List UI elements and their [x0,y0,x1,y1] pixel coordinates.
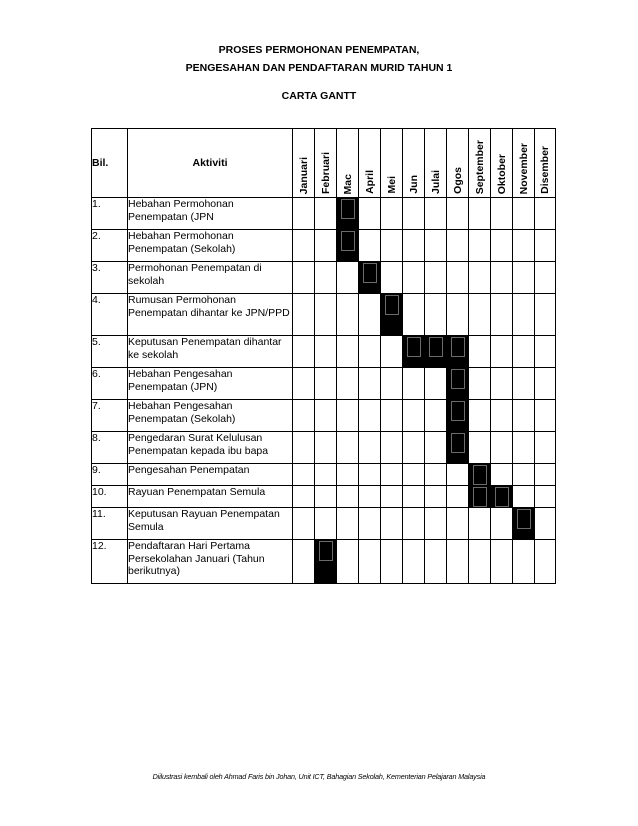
gantt-bar-cell [469,464,491,486]
empty-cell [315,230,337,262]
bar-highlight-mark [473,487,487,507]
month-header [535,129,556,198]
empty-cell [315,486,337,508]
month-label: April [363,170,376,194]
empty-cell [315,464,337,486]
empty-cell [381,400,403,432]
empty-cell [447,262,469,294]
empty-cell [359,464,381,486]
bar-highlight-mark [517,509,531,529]
empty-cell [491,400,513,432]
gantt-bar-cell [359,262,381,294]
empty-cell [535,294,556,336]
empty-cell [513,368,535,400]
empty-cell [293,486,315,508]
row-number: 2. [92,230,128,262]
column-header-aktiviti: Aktiviti [128,129,293,198]
activity-text: Permohonan Penempatan di sekolah [128,262,293,294]
empty-cell [315,262,337,294]
empty-cell [535,400,556,432]
month-header [513,129,535,198]
row-number: 7. [92,400,128,432]
month-label: Ogos [451,167,464,194]
empty-cell [315,432,337,464]
activity-text: Keputusan Rayuan Penempatan Semula [128,508,293,540]
bar-highlight-mark [451,433,465,453]
row-number: 6. [92,368,128,400]
document-title-line-2: PENGESAHAN DAN PENDAFTARAN MURID TAHUN 1 [185,62,453,74]
empty-cell [315,400,337,432]
row-number: 10. [92,486,128,508]
activity-text: Hebahan Pengesahan Penempatan (Sekolah) [128,400,293,432]
chart-subtitle: CARTA GANTT [281,90,357,102]
empty-cell [381,508,403,540]
month-label: November [517,142,530,194]
empty-cell [381,540,403,584]
empty-cell [403,464,425,486]
month-label: Julai [429,170,442,194]
empty-cell [403,262,425,294]
empty-cell [359,294,381,336]
column-header-bil: Bil. [92,129,128,198]
gantt-bar-cell [447,400,469,432]
month-header [337,129,359,198]
empty-cell [535,486,556,508]
empty-cell [491,230,513,262]
activity-row [92,262,556,294]
empty-cell [293,432,315,464]
empty-cell [381,432,403,464]
empty-cell [403,486,425,508]
empty-cell [425,230,447,262]
empty-cell [293,230,315,262]
empty-cell [293,294,315,336]
activity-text: Keputusan Penempatan dihantar ke sekolah [128,336,293,368]
header-row [92,129,556,198]
row-number: 5. [92,336,128,368]
empty-cell [469,336,491,368]
empty-cell [403,198,425,230]
empty-cell [425,540,447,584]
empty-cell [425,400,447,432]
empty-cell [337,294,359,336]
empty-cell [381,464,403,486]
row-number: 3. [92,262,128,294]
empty-cell [425,464,447,486]
activity-text: Rumusan Permohonan Penempatan dihantar ke JPN/PPD [128,294,293,336]
empty-cell [359,400,381,432]
gantt-bar-cell [403,336,425,368]
empty-cell [469,262,491,294]
empty-cell [315,336,337,368]
empty-cell [425,198,447,230]
empty-cell [513,262,535,294]
empty-cell [381,336,403,368]
empty-cell [337,262,359,294]
empty-cell [381,368,403,400]
empty-cell [359,198,381,230]
empty-cell [469,540,491,584]
empty-cell [513,540,535,584]
month-label: Mac [341,173,354,194]
empty-cell [293,336,315,368]
activity-text: Hebahan Permohonan Penempatan (JPN [128,198,293,230]
empty-cell [359,432,381,464]
empty-cell [513,432,535,464]
empty-cell [425,432,447,464]
empty-cell [293,368,315,400]
bar-highlight-mark [451,369,465,389]
empty-cell [535,368,556,400]
empty-cell [535,464,556,486]
month-label: September [473,139,486,194]
empty-cell [491,432,513,464]
empty-cell [425,508,447,540]
row-number: 9. [92,464,128,486]
empty-cell [337,486,359,508]
month-header [315,129,337,198]
bar-highlight-mark [363,263,377,283]
month-header [381,129,403,198]
bar-highlight-mark [341,231,355,251]
row-number: 8. [92,432,128,464]
empty-cell [447,486,469,508]
empty-cell [447,464,469,486]
activity-text: Hebahan Permohonan Penempatan (Sekolah) [128,230,293,262]
empty-cell [403,368,425,400]
gantt-bar-cell [447,368,469,400]
activity-row [92,486,556,508]
empty-cell [315,368,337,400]
empty-cell [535,230,556,262]
empty-cell [359,508,381,540]
gantt-bar-cell [337,230,359,262]
empty-cell [491,262,513,294]
bar-highlight-mark [473,465,487,485]
activity-row [92,400,556,432]
empty-cell [293,464,315,486]
bar-highlight-mark [407,337,421,357]
empty-cell [469,294,491,336]
empty-cell [425,368,447,400]
month-label: Oktober [495,153,508,194]
month-label: Jun [407,175,420,194]
activity-text: Pendaftaran Hari Pertama Persekolahan Januari (Tahun berikutnya) [128,540,293,584]
empty-cell [513,464,535,486]
empty-cell [535,198,556,230]
empty-cell [359,540,381,584]
bar-highlight-mark [451,401,465,421]
activity-row [92,336,556,368]
activity-text: Pengesahan Penempatan [128,464,293,486]
empty-cell [337,540,359,584]
empty-cell [491,336,513,368]
empty-cell [491,464,513,486]
empty-cell [535,508,556,540]
empty-cell [447,540,469,584]
empty-cell [469,400,491,432]
empty-cell [293,400,315,432]
activity-text: Rayuan Penempatan Semula [128,486,293,508]
empty-cell [403,508,425,540]
activity-text: Pengedaran Surat Kelulusan Penempatan kepada ibu bapa [128,432,293,464]
activity-text: Hebahan Pengesahan Penempatan (JPN) [128,368,293,400]
empty-cell [425,294,447,336]
empty-cell [447,230,469,262]
empty-cell [403,230,425,262]
month-header [491,129,513,198]
gantt-bar-cell [491,486,513,508]
empty-cell [469,198,491,230]
gantt-bar-cell [447,432,469,464]
bar-highlight-mark [319,541,333,561]
empty-cell [425,262,447,294]
gantt-bar-cell [337,198,359,230]
empty-cell [513,336,535,368]
empty-cell [513,486,535,508]
month-label: Disember [539,146,551,194]
empty-cell [513,294,535,336]
activity-row [92,230,556,262]
empty-cell [337,464,359,486]
activity-row [92,368,556,400]
empty-cell [359,230,381,262]
bar-highlight-mark [341,199,355,219]
gantt-table [91,128,556,584]
empty-cell [403,294,425,336]
activity-row [92,464,556,486]
empty-cell [359,336,381,368]
empty-cell [293,198,315,230]
empty-cell [491,294,513,336]
empty-cell [447,294,469,336]
empty-cell [293,262,315,294]
empty-cell [469,508,491,540]
month-header [359,129,381,198]
month-header [447,129,469,198]
empty-cell [469,432,491,464]
empty-cell [337,432,359,464]
empty-cell [381,198,403,230]
month-label: Mei [385,176,398,194]
gantt-bar-cell [425,336,447,368]
bar-highlight-mark [429,337,443,357]
empty-cell [513,400,535,432]
empty-cell [315,294,337,336]
empty-cell [447,508,469,540]
empty-cell [491,540,513,584]
row-number: 4. [92,294,128,336]
empty-cell [535,336,556,368]
empty-cell [513,230,535,262]
row-number: 12. [92,540,128,584]
month-header [469,129,491,198]
empty-cell [293,540,315,584]
empty-cell [293,508,315,540]
activity-row [92,198,556,230]
empty-cell [381,486,403,508]
empty-cell [381,230,403,262]
empty-cell [315,508,337,540]
document-title-line-1: PROSES PERMOHONAN PENEMPATAN, [218,44,420,56]
empty-cell [491,508,513,540]
row-number: 1. [92,198,128,230]
activity-row [92,540,556,584]
empty-cell [403,400,425,432]
empty-cell [337,400,359,432]
row-number: 11. [92,508,128,540]
empty-cell [425,486,447,508]
activity-row [92,294,556,336]
gantt-bar-cell [315,540,337,584]
month-header [425,129,447,198]
empty-cell [535,540,556,584]
empty-cell [337,368,359,400]
bar-highlight-mark [495,487,509,507]
month-label: Februari [319,151,332,194]
bar-highlight-mark [385,295,399,315]
gantt-bar-cell [447,336,469,368]
month-header [403,129,425,198]
month-label: Januari [297,156,310,194]
activity-row [92,432,556,464]
gantt-bar-cell [469,486,491,508]
empty-cell [337,508,359,540]
empty-cell [359,368,381,400]
empty-cell [535,262,556,294]
footer-credit: Diilustrasi kembali oleh Ahmad Faris bin Johan, Unit ICT, Bahagian Sekolah, Kementerian Pelajaran Malaysia [152,772,486,781]
month-header [293,129,315,198]
empty-cell [381,262,403,294]
empty-cell [403,540,425,584]
empty-cell [535,432,556,464]
empty-cell [359,486,381,508]
empty-cell [513,198,535,230]
gantt-bar-cell [513,508,535,540]
empty-cell [403,432,425,464]
empty-cell [315,198,337,230]
empty-cell [337,336,359,368]
bar-highlight-mark [451,337,465,357]
empty-cell [469,368,491,400]
empty-cell [491,198,513,230]
activity-row [92,508,556,540]
gantt-bar-cell [381,294,403,336]
empty-cell [447,198,469,230]
empty-cell [469,230,491,262]
empty-cell [491,368,513,400]
